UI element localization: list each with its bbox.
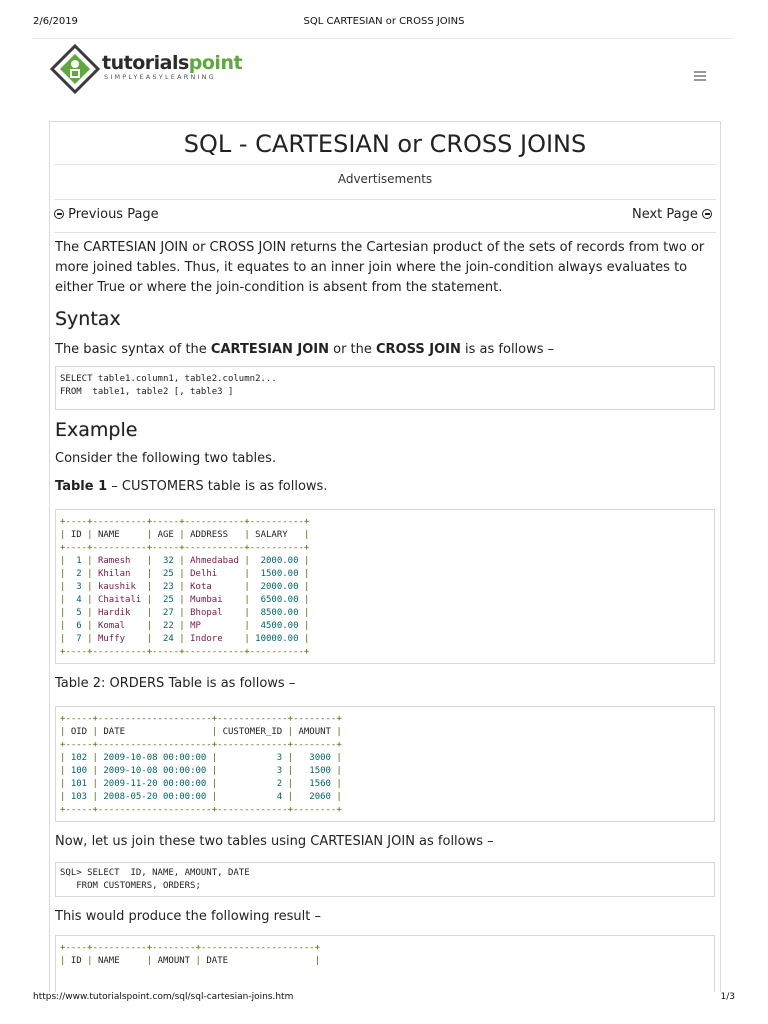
print-date: 2/6/2019 xyxy=(33,16,78,27)
syntax-heading: Syntax xyxy=(55,308,121,330)
title-divider xyxy=(54,164,716,165)
table-header-row: | ID | NAME | AGE | ADDRESS | SALARY | xyxy=(60,530,310,540)
orders-table: +-----+---------------------+-------------+--------+ | OID | DATE | CUSTOMER_ID | AMOUNT | +-----+---------------------+-------------+--------+ | 102 | 2009-10-08 00:00:00 | 3 | 3000 | | 100 | 2009-10-08 00:00:00 | 3 | 1500 | | 101 | 2009-11-20 00:00:00 | 2 | 1560 | | 103 | 2008-05-20 00:00:00 | 4 | 2060 | +-----+---------------------+-------------+--------+ xyxy=(55,706,715,822)
order-row: | 100 | 2009-10-08 00:00:00 | 3 | 1500 | xyxy=(60,766,342,776)
customer-row: | 3 | kaushik | 23 | Kota | 2000.00 | xyxy=(60,582,310,592)
circle-right-icon xyxy=(702,209,712,219)
syntax-code-line-1: SELECT table1.column1, table2.column2... xyxy=(60,374,277,384)
customer-row: | 6 | Komal | 22 | MP | 4500.00 | xyxy=(60,621,310,631)
query-code-block[interactable] xyxy=(55,862,715,897)
page-nav xyxy=(54,207,712,225)
logo-text xyxy=(102,52,242,74)
nav-divider xyxy=(54,232,716,233)
syntax-description: The basic syntax of the CARTESIAN JOIN or the CROSS JOIN is as follows – xyxy=(55,342,555,357)
table-header-row: | OID | DATE | CUSTOMER_ID | AMOUNT | xyxy=(60,727,342,737)
page-number: 1/3 xyxy=(720,992,735,1002)
hamburger-menu-icon[interactable] xyxy=(694,71,706,81)
page-url: https://www.tutorialspoint.com/sql/sql-cartesian-joins.htm xyxy=(33,992,294,1002)
table1-caption: Table 1 – CUSTOMERS table is as follows. xyxy=(55,479,328,494)
tutorialspoint-logo[interactable] xyxy=(50,44,270,94)
consider-text: Consider the following two tables. xyxy=(55,451,277,466)
table2-caption: Table 2: ORDERS Table is as follows – xyxy=(55,676,296,691)
logo-brand-main: tutorials xyxy=(102,52,189,74)
logo-icon xyxy=(50,44,100,94)
result-table: +----+----------+--------+---------------------+ | ID | NAME | AMOUNT | DATE | xyxy=(55,935,715,992)
join-text: Now, let us join these two tables using CARTESIAN JOIN as follows – xyxy=(55,834,494,849)
page-title: SQL - CARTESIAN or CROSS JOINS xyxy=(183,130,587,158)
advertisements-label: Advertisements xyxy=(337,172,433,186)
order-row: | 102 | 2009-10-08 00:00:00 | 3 | 3000 | xyxy=(60,753,342,763)
previous-page-link[interactable] xyxy=(54,207,159,222)
order-row: | 103 | 2008-05-20 00:00:00 | 4 | 2060 | xyxy=(60,792,342,802)
customer-row: | 4 | Chaitali | 25 | Mumbai | 6500.00 | xyxy=(60,595,310,605)
next-page-link[interactable] xyxy=(632,207,712,222)
customer-row: | 1 | Ramesh | 32 | Ahmedabad | 2000.00 | xyxy=(60,556,310,566)
article-content xyxy=(55,238,715,992)
previous-page-label: Previous Page xyxy=(68,207,159,222)
syntax-code-line-2: FROM table1, table2 [, table3 ] xyxy=(60,387,234,397)
customer-row: | 7 | Muffy | 24 | Indore | 10000.00 | xyxy=(60,634,310,644)
article-page xyxy=(49,121,721,992)
customer-row: | 2 | Khilan | 25 | Delhi | 1500.00 | xyxy=(60,569,310,579)
logo-tagline: SIMPLYEASYLEARNING xyxy=(104,73,216,81)
customers-table: +----+----------+-----+-----------+----------+ | ID | NAME | AGE | ADDRESS | SALARY | +----+----------+-----+-----------+----------+ | 1 | Ramesh | 32 | Ahmedabad | 2000.00 | | 2 | Khilan | 25 | Delhi | 1500.00 | | 3 | kaushik | 23 | Kota | 2000.00 | | 4 | Chaitali | 25 | Mumbai | 6500.00 | | 5 | Hardik | 27 | Bhopal | 8500.00 | | 6 | Komal | 22 | MP | 4500.00 | | 7 | Muffy | 24 | Indore | 10000.00 | +----+----------+-----+-----------+----------+ xyxy=(55,509,715,664)
result-text: This would produce the following result – xyxy=(55,909,322,924)
circle-left-icon xyxy=(54,209,64,219)
logo-brand-accent: point xyxy=(188,52,243,74)
example-heading: Example xyxy=(55,419,138,441)
order-row: | 101 | 2009-11-20 00:00:00 | 2 | 1560 | xyxy=(60,779,342,789)
query-line-1: SQL> SELECT ID, NAME, AMOUNT, DATE xyxy=(60,868,250,878)
print-title: SQL CARTESIAN or CROSS JOINS xyxy=(303,16,465,27)
print-header xyxy=(0,16,768,32)
query-line-2: FROM CUSTOMERS, ORDERS; xyxy=(60,881,201,891)
next-page-label: Next Page xyxy=(631,207,698,222)
table-header-row: | ID | NAME | AMOUNT | DATE | xyxy=(60,956,321,966)
intro-paragraph: The CARTESIAN JOIN or CROSS JOIN returns the Cartesian product of the sets of records from two or more joined tables. Thus, it equates to an inner join where the join-condition always evaluates to either True or where the join-condition is absent from the statement. xyxy=(55,240,705,295)
top-divider xyxy=(33,38,733,39)
syntax-code-block[interactable] xyxy=(55,366,715,410)
ads-divider xyxy=(54,199,716,200)
customer-row: | 5 | Hardik | 27 | Bhopal | 8500.00 | xyxy=(60,608,310,618)
